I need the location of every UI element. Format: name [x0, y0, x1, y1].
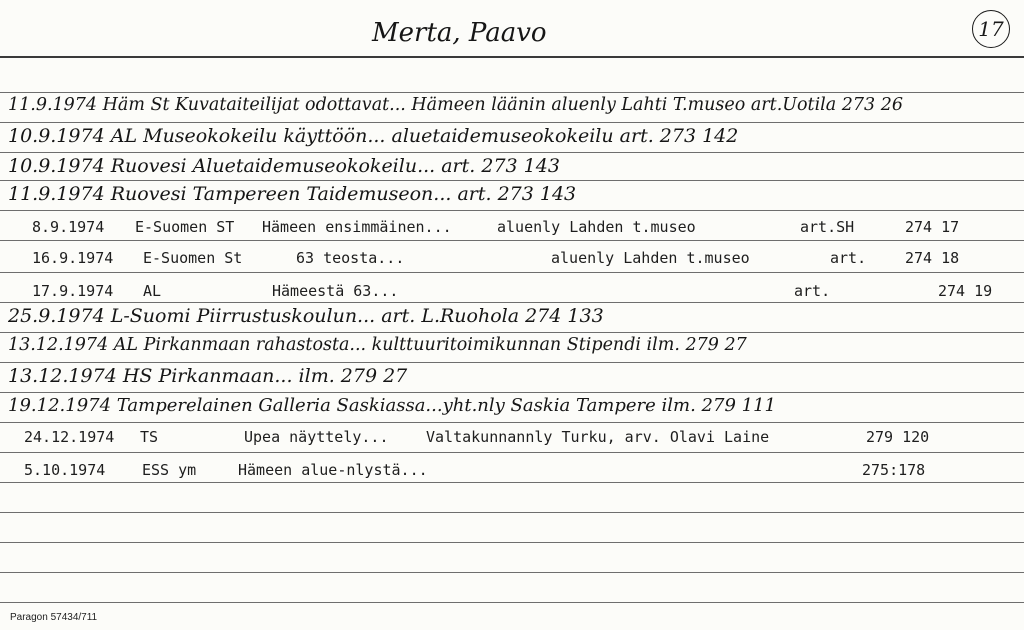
entry-type: art. [830, 249, 867, 267]
entry-reference: 274 17 [905, 218, 960, 236]
ruled-line [0, 452, 1024, 453]
entry-source: AL [143, 282, 162, 300]
ruled-line [0, 482, 1024, 483]
entry-type: art. [794, 282, 831, 300]
ruled-line [0, 92, 1024, 93]
entry-handwritten: 19.12.1974 Tamperelainen Galleria Saskiassa...yht.nly Saskia Tampere ilm. 279 111 [8, 395, 776, 416]
entry-source: TS [140, 428, 159, 446]
entry-handwritten: 10.9.1974 Ruovesi Aluetaidemuseokokeilu... art. 273 143 [8, 155, 560, 177]
entry-place: Valtakunnannly Turku, arv. Olavi Laine [426, 428, 770, 446]
entry-headline: Hämeestä 63... [272, 282, 399, 300]
card-number: 17 [978, 17, 1004, 41]
entry-reference: 275:178 [862, 461, 926, 479]
entry-date: 16.9.1974 [32, 249, 114, 267]
ruled-line [0, 122, 1024, 123]
entry-reference: 279 120 [866, 428, 930, 446]
ruled-line [0, 272, 1024, 273]
entry-headline: 63 teosta... [296, 249, 405, 267]
entry-headline: Upea näyttely... [244, 428, 389, 446]
ruled-line [0, 362, 1024, 363]
entry-handwritten: 10.9.1974 AL Museokokeilu käyttöön... aluetaidemuseokokeilu art. 273 142 [8, 125, 739, 147]
ruled-line [0, 302, 1024, 303]
entry-date: 8.9.1974 [32, 218, 105, 236]
entry-date: 24.12.1974 [24, 428, 115, 446]
entry-place: aluenly Lahden t.museo [551, 249, 750, 267]
ruled-line [0, 602, 1024, 603]
entry-headline: Hämeen ensimmäinen... [262, 218, 452, 236]
ruled-line [0, 422, 1024, 423]
entry-headline: Hämeen alue-nlystä... [238, 461, 428, 479]
header-rule [0, 56, 1024, 58]
ruled-line [0, 512, 1024, 513]
card-header-name: Merta, Paavo [372, 18, 547, 48]
entry-date: 17.9.1974 [32, 282, 114, 300]
entry-date: 5.10.1974 [24, 461, 106, 479]
ruled-line [0, 332, 1024, 333]
ruled-line [0, 210, 1024, 211]
entry-type: art.SH [800, 218, 855, 236]
entry-handwritten: 25.9.1974 L-Suomi Piirrustuskoulun... art. L.Ruohola 274 133 [8, 305, 604, 327]
ruled-line [0, 572, 1024, 573]
entry-handwritten: 11.9.1974 Häm St Kuvataiteilijat odottavat... Hämeen läänin aluenly Lahti T.museo art.Uotila 273 26 [8, 95, 904, 115]
ruled-line [0, 240, 1024, 241]
ruled-line [0, 180, 1024, 181]
ruled-line [0, 392, 1024, 393]
entry-reference: 274 19 [938, 282, 993, 300]
entry-source: E-Suomen St [143, 249, 243, 267]
entry-reference: 274 18 [905, 249, 960, 267]
ruled-line [0, 542, 1024, 543]
entry-source: ESS ym [142, 461, 197, 479]
card-imprint: Paragon 57434/711 [10, 612, 98, 623]
entry-handwritten: 13.12.1974 AL Pirkanmaan rahastosta... kulttuuritoimikunnan Stipendi ilm. 279 27 [8, 335, 747, 355]
ruled-line [0, 152, 1024, 153]
entry-handwritten: 11.9.1974 Ruovesi Tampereen Taidemuseon... art. 273 143 [8, 183, 577, 205]
entry-handwritten: 13.12.1974 HS Pirkanmaan... ilm. 279 27 [8, 365, 408, 387]
entry-place: aluenly Lahden t.museo [497, 218, 696, 236]
entry-source: E-Suomen ST [135, 218, 235, 236]
card-number-badge [972, 10, 1010, 48]
